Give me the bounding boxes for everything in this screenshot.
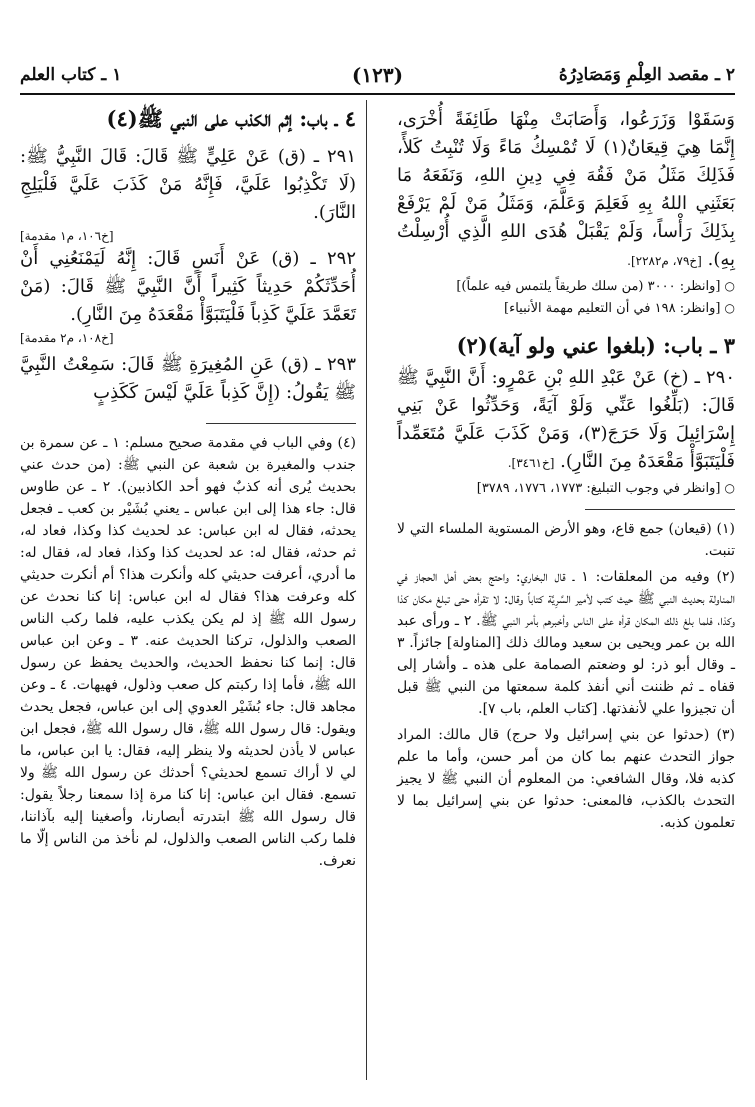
footnote: (٤) وفي الباب في مقدمة صحيح مسلم: ١ ـ عن سمرة بن جندب والمغيرة بن شعبة عن النبي ﷺ: (من حدث عني بحديث يُرى أنه كذبٌ فهو أحد الكاذبين). ٢ ـ عن طاوس قال: جاء هذا إلى ابن عباس ـ يعني بُشَيْر بن كعب ـ فجعل يحدثه، فقال له ابن عباس: عد لحديث كذا وكذا، فعاد له، ثم حدثه، فقال له: عد لحديث كذا وكذا، فعاد له، فقال له: ما أدري، أعرفت حديثي كله وأنكرت هذا؟ أم أنكرت حديثي كله وعرفت هذا؟ فقال له ابن عباس: إنا كنا نحدث عن رسول الله ﷺ إذ لم يكن يكذب عليه، فلما ركب الناس الصعب والذلول، تركنا الحديث عنه. ٣ ـ وعن ابن عباس قال: إنما كنا نحفظ الحديث، والحديث يحفظ عن رسول الله ﷺ، فأما إذا ركبتم كل صعب وذلول، فهيهات. ٤ ـ وعن مجاهد قال: جاء بُشَيْر العدوي إلى ابن عباس، فجعل يحدث ويقول: قال رسول الله ﷺ، قال رسول الله ﷺ، فجعل ابن عباس لا يأذن لحديثه ولا ينظر إليه، فقال: يا ابن عباس، ما لي لا أراك تسمع لحديثي؟ أحدثك عن رسول الله ﷺ ولا تسمع. فقال ابن عباس: إنا كنا مرة إذا سمعنا رجلاً يقول: قال رسول الله ﷺ ابتدرته أبصارنا، وأصغينا إليه بآذاننا، فلما ركب الناس الصعب والذلول، لم نأخذ من الناس إلّا ما نعرف. xyxy=(20,435,356,869)
bullet-icon: ○ xyxy=(724,481,735,495)
hadith-293: ٢٩٣ ـ (ق) عَنِ المُغِيرَةِ ﷺ قَالَ: سَمِعْتُ النَّبِيَّ ﷺ يَقُولُ: (إِنَّ كَذِباً عَلَيَّ لَيْسَ كَكَذِبٍ xyxy=(20,354,356,403)
running-header xyxy=(20,58,735,92)
footnote-rule xyxy=(206,423,356,424)
hadith-291: ٢٩١ ـ (ق) عَنْ عَلِيٍّ ﷺ قَالَ: قَالَ النَّبِيُّ ﷺ: (لَا تَكْذِبُوا عَلَيَّ، فَإِنَّهُ مَنْ كَذَبَ عَلَيَّ فَلْيَلِجِ النَّارَ). xyxy=(20,146,356,223)
hadith-290 xyxy=(397,364,735,477)
right-column xyxy=(397,106,735,838)
hadith-289-continuation xyxy=(397,106,735,275)
left-column xyxy=(20,106,356,876)
hadith-reference: [خ١٠٨، م٢ مقدمة] xyxy=(20,331,114,345)
bullet-icon: ○ xyxy=(724,301,735,315)
footnote: (٣) (حدثوا عن بني إسرائيل ولا حرج) قال مالك: المراد جواز التحدث عنهم بما كان من أمر حسن، وأما ما علم كذبه فلا، وقال الشافعي: من المعلوم أن النبي ﷺ لا يجيز التحدث بالكذب، فالمعنى: حدثوا عن بني إسرائيل بما لا تعلمون كذبه. xyxy=(397,727,735,831)
hadith-reference: [خ٣٤٦١]. xyxy=(507,456,555,470)
hadith-292: ٢٩٢ ـ (ق) عَنْ أَنَسٍ قَالَ: إِنَّهُ لَيَمْنَعُنِي أَنْ أُحَدِّثَكُمْ حَدِيثاً كَثِيراً أَنَّ النَّبِيَّ ﷺ قَالَ: (مَنْ تَعَمَّدَ عَلَيَّ كَذِباً فَلْيَتَبَوَّأْ مَقْعَدَهُ مِنَ النَّارِ). xyxy=(20,248,356,325)
footnote-rule xyxy=(585,509,735,510)
header-chapter-title: ٢ ـ مقصد العِلْمِ وَمَصَادِرُهُ xyxy=(558,65,735,85)
header-book-title: ١ ـ كتاب العلم xyxy=(20,65,122,85)
chapter-heading: ٤ ـ باب: إثم الكذب على النبي ﷺ(٤) xyxy=(106,106,356,131)
hadith-text: ٢٩٠ ـ (خ) عَنْ عَبْدِ اللهِ بْنِ عَمْرٍو: أَنَّ النَّبِيَّ ﷺ قَالَ: (بَلِّغُوا عَنِّي وَلَوْ آيَةً، وَحَدِّثُوا عَنْ بَنِي إِسْرَائِيلَ وَلَا حَرَجَ(٣)، وَمَنْ كَذَبَ عَلَيَّ مُتَعَمِّداً فَلْيَتَبَوَّأْ مَقْعَدَهُ مِنَ النَّارِ). xyxy=(397,367,735,472)
header-rule xyxy=(20,93,735,95)
bullet-icon: ○ xyxy=(724,279,735,293)
chapter-heading: ٣ ـ باب: (بلغوا عني ولو آية)(٢) xyxy=(456,333,735,358)
cross-reference: ○[وانظر في وجوب التبليغ: ١٧٧٣، ١٧٧٦، ٣٧٨٩] xyxy=(476,481,735,496)
footnote: (١) (قيعان) جمع قاع، وهو الأرض المستوية الملساء التي لا تنبت. xyxy=(397,521,735,559)
hadith-text: وَسَقَوْا وَزَرَعُوا، وَأَصَابَتْ مِنْهَا طَائِفَةً أُخْرَى، إِنَّمَا هِيَ قِيعَانٌ(١) لَا تُمْسِكُ مَاءً وَلَا تُنْبِتُ كَلأً، فَذَلِكَ مَثَلُ مَنْ فَقُهَ فِي دِينِ اللهِ، وَنَفَعَهُ مَا بَعَثَنِي اللهُ بِهِ فَعَلِمَ وَعَلَّمَ، وَمَثَلُ مَنْ لَمْ يَرْفَعْ بِذَلِكَ رَأْساً، وَلَمْ يَقْبَلْ هُدَى اللهِ الَّذِي أُرْسِلْتُ بِهِ). xyxy=(397,109,735,270)
cross-reference: ○[وانظر: ٣٠٠٠ (من سلك طريقاً يلتمس فيه علماً)] xyxy=(456,279,735,294)
hadith-reference: [خ٧٩، م٢٢٨٢]. xyxy=(627,254,702,268)
hadith-reference: [خ١٠٦، م١ مقدمة] xyxy=(20,229,114,243)
column-divider xyxy=(366,100,367,1080)
page-number: (١٢٣) xyxy=(351,63,404,87)
cross-reference: ○[وانظر: ١٩٨ في أن التعليم مهمة الأنبياء] xyxy=(504,301,735,316)
footnote: (٢) وفيه من المعلقات: ١ ـ قال البخاري: واحتج بعض أهل الحجاز في المناولة بحديث النبي ﷺ حيث كتب لأمير السَّرِيَّة كتاباً وقال: لا تقرأه حتى تبلغ مكان كذا وكذا، فلما بلغ ذلك المكان قرأه على الناس وأخبرهم بأمر النبي ﷺ. ٢ ـ ورأى عبد الله بن عمر ويحيى بن سعيد ومالك ذلك [المناولة] جائزاً. ٣ ـ وقال أبو ذر: لو وضعتم الصمامة على هذه ـ وأشار إلى قفاه ـ ثم ظننت أني أنفذ كلمة سمعتها من النبي ﷺ قبل أن تجيزوا علي لأنفذتها. [كتاب العلم، باب ٧]. xyxy=(397,569,735,717)
